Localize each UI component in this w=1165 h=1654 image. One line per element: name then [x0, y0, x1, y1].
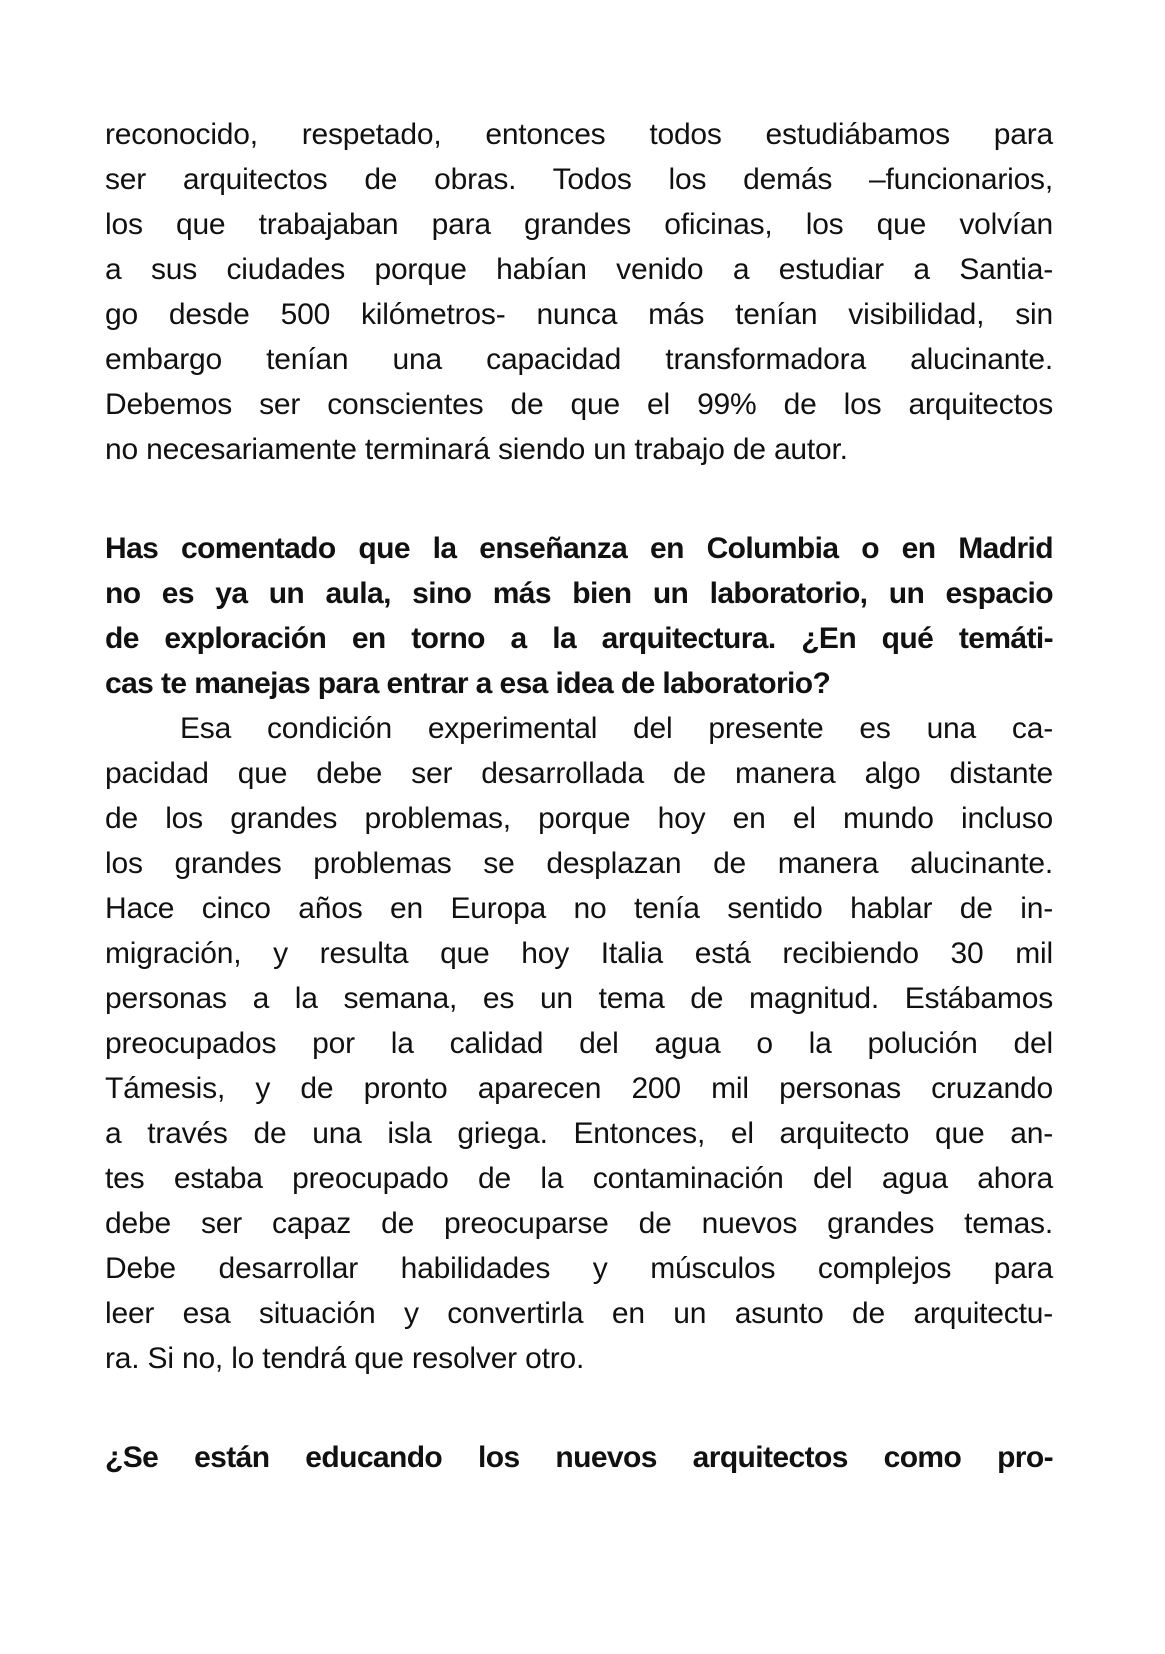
paragraph-answer-1 [105, 706, 1053, 1381]
text-line: de los grandes problemas, porque hoy en el mundo incluso [105, 802, 1053, 835]
text-line: ser arquitectos de obras. Todos los demás –funcionarios, [105, 163, 1053, 196]
text-line: personas a la semana, es un tema de magnitud. Estábamos [105, 982, 1053, 1015]
text-line: los que trabajaban para grandes oficinas, los que volvían [105, 208, 1053, 241]
paragraph-question-1 [105, 526, 1053, 706]
text-line: Esa condición experimental del presente es una ca- [180, 712, 1053, 745]
text-line: pacidad que debe ser desarrollada de manera algo distante [105, 757, 1053, 790]
text-line: Támesis, y de pronto aparecen 200 mil personas cruzando [105, 1072, 1053, 1105]
text-line: los grandes problemas se desplazan de manera alucinante. [105, 847, 1053, 880]
text-line: Hace cinco años en Europa no tenía sentido hablar de in- [105, 892, 1053, 925]
paragraph-question-2 [105, 1435, 1053, 1480]
text-line: debe ser capaz de preocuparse de nuevos grandes temas. [105, 1207, 1053, 1240]
text-line: leer esa situación y convertirla en un asunto de arquitectu- [105, 1297, 1053, 1330]
text-line: Has comentado que la enseñanza en Columbia o en Madrid [105, 532, 1053, 565]
text-line: a sus ciudades porque habían venido a estudiar a Santia- [105, 253, 1053, 286]
text-line: migración, y resulta que hoy Italia está recibiendo 30 mil [105, 937, 1053, 970]
text-line: reconocido, respetado, entonces todos estudiábamos para [105, 118, 1053, 151]
text-line: tes estaba preocupado de la contaminación del agua ahora [105, 1162, 1053, 1195]
text-line: no necesariamente terminará siendo un trabajo de autor. [105, 433, 848, 466]
text-line: no es ya un aula, sino más bien un laboratorio, un espacio [105, 577, 1053, 610]
text-line: Debe desarrollar habilidades y músculos complejos para [105, 1252, 1053, 1285]
text-line: embargo tenían una capacidad transformadora alucinante. [105, 343, 1053, 376]
paragraph-answer-continued [105, 112, 1053, 472]
text-line: a través de una isla griega. Entonces, el arquitecto que an- [105, 1117, 1053, 1150]
text-line: ra. Si no, lo tendrá que resolver otro. [105, 1342, 585, 1375]
text-line: Debemos ser conscientes de que el 99% de los arquitectos [105, 388, 1053, 421]
text-line: de exploración en torno a la arquitectura. ¿En qué temáti- [105, 622, 1053, 655]
text-line: preocupados por la calidad del agua o la polución del [105, 1027, 1053, 1060]
text-line: ¿Se están educando los nuevos arquitectos como pro- [105, 1441, 1053, 1474]
text-line: go desde 500 kilómetros- nunca más tenían visibilidad, sin [105, 298, 1053, 331]
text-column [105, 112, 1053, 1480]
text-line: cas te manejas para entrar a esa idea de laboratorio? [105, 667, 831, 700]
